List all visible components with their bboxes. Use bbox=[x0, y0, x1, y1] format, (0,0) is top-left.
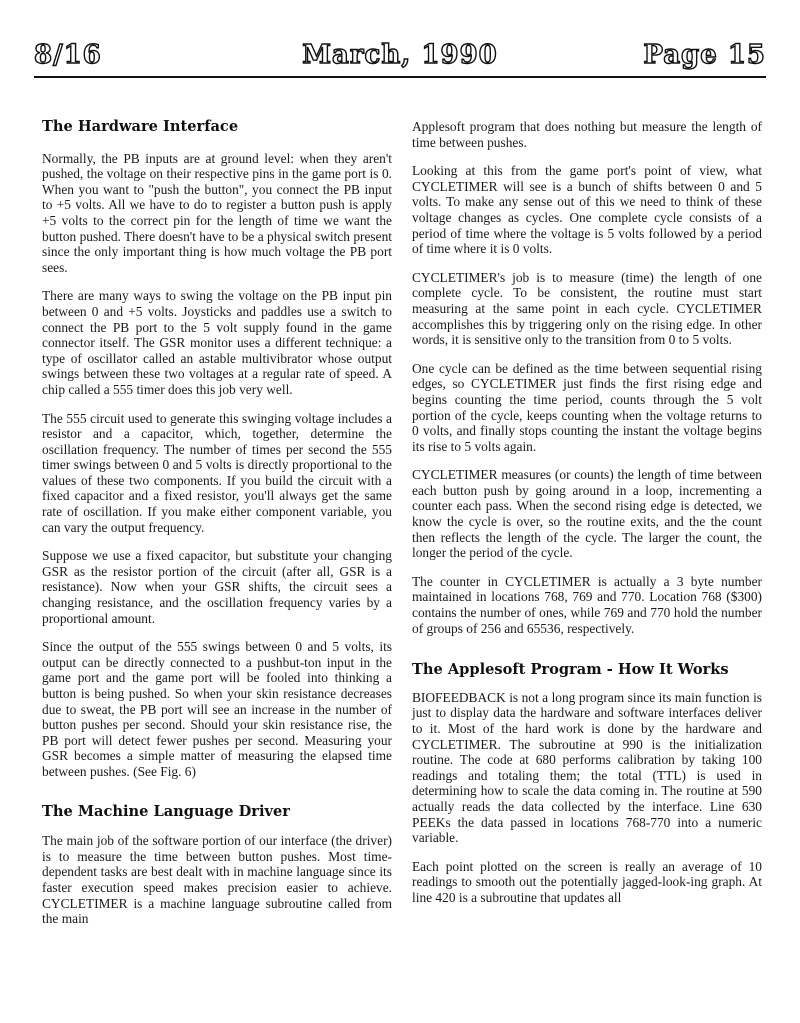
paragraph: The 555 circuit used to generate this swinging voltage includes a resistor and a capacitor, which, together, determine the oscillation frequency. The number of times per second the 555 timer swings between 0 and 5 volts is directly proportional to the values of these two components. If you build the circuit with a fixed capacitor and a fixed resistor, you'll always get the same rate of oscillation. If you make either component variable, you can vary the output frequency. bbox=[42, 410, 392, 535]
heading-machine-language-driver: The Machine Language Driver bbox=[42, 802, 290, 820]
paragraph: Since the output of the 555 swings between 0 and 5 volts, its output can be directly connected to a pushbut-ton input in the game port and the game port will be fooled into thinking a button is being pushed. So when your skin resistance decreases due to sweat, the PB port will see an increase in the number of button pushes per second. Should your skin resistance rise, the PB port will detect fewer pushes per second. Measuring your GSR becomes a simple matter of measuring the elapsed time between pushes. (See Fig. 6) bbox=[42, 639, 392, 779]
issue-number: 8/16 bbox=[34, 40, 102, 70]
paragraph: CYCLETIMER's job is to measure (time) the length of one complete cycle. To be consistent, the routine must start measuring at the same point in each cycle. CYCLETIMER accomplishes this by triggering only on the rising edge. In other words, it is sensitive only to the transition from 0 to 5 volts. bbox=[412, 269, 762, 348]
header-rule bbox=[34, 76, 766, 78]
heading-hardware-interface: The Hardware Interface bbox=[42, 118, 239, 135]
paragraph: Applesoft program that does nothing but measure the length of time between pushes. bbox=[412, 119, 762, 150]
paragraph: CYCLETIMER measures (or counts) the length of time between each button push by going around in a loop, incrementing a counter each pass. When the second rising edge is detected, we know the cycle is over, so the routine exits, and the the count then reflects the length of the cycle. The larger the count, the longer the period of the cycle. bbox=[412, 467, 762, 561]
paragraph: Each point plotted on the screen is really an average of 10 readings to smooth out the potentially jagged-look-ing graph. At line 420 is a subroutine that updates all bbox=[412, 858, 762, 905]
paragraph: The main job of the software portion of our interface (the driver) is to measure the time between button pushes. Most time-dependent tasks are best dealt with in machine language since its faster execution speed makes precision easier to achieve. CYCLETIMER is a machine language subroutine called from the main bbox=[42, 833, 392, 927]
paragraph: There are many ways to swing the voltage on the PB input pin between 0 and +5 volts. Joysticks and paddles use a switch to connect the PB port to the 5 volt supply found in the game connector itself. The GSR monitor uses a different technique: a type of oscillator called an astable multivibrator whose output swings between these two voltages at a regular rate of speed. A chip called a 555 timer does this job very well. bbox=[42, 288, 392, 397]
paragraph: The counter in CYCLETIMER is actually a 3 byte number maintained in locations 768, 769 and 770. Location 768 ($300) contains the number of ones, while 769 and 770 hold the number of groups of 256 and 65536, respectively. bbox=[412, 573, 762, 636]
paragraph: One cycle can be defined as the time between sequential rising edges, so CYCLETIMER just finds the first rising edge and begins counting the time period, counts through the 5 volt portion of the cycle, keeps counting when the voltage returns to 0 volts, and finally stops counting the instant the voltage begins its rise to 5 volts again. bbox=[412, 360, 762, 454]
page-number: Page 15 bbox=[643, 40, 766, 70]
paragraph: BIOFEEDBACK is not a long program since its main function is just to display data the hardware and software interfaces deliver to it. Most of the hard work is done by the hardware and CYCLETIMER. The subroutine at 990 is the initialization routine. The code at 680 performs calibration by taking 100 readings and totaling them; the total (TTL) is used in determining how to scale the data coming in. The routine at 590 actually reads the data collected by the interface. Line 630 PEEKs the data passed in locations 768-770 into a numeric variable. bbox=[412, 689, 762, 846]
paragraph: Suppose we use a fixed capacitor, but substitute your changing GSR as the resistor portion of the circuit (after all, GSR is a resistance). Now when your GSR shifts, the circuit sees a changing resistance, and the oscillation frequency varies by a proportional amount. bbox=[42, 548, 392, 626]
paragraph: Looking at this from the game port's point of view, what CYCLETIMER will see is a bunch of shifts between 0 and 5 volts. To make any sense out of this we need to think of these voltage changes as cycles. One complete cycle consists of a period of time where the voltage is 5 volts followed by a period of time where it is 0 volts. bbox=[412, 163, 762, 257]
paragraph: Normally, the PB inputs are at ground level: when they aren't pushed, the voltage on their respective pins in the game port is 0. When you want to "push the button", you connect the PB input to +5 volts. All we have to do to register a button push is apply +5 volts to the correct pin for the length of time we want the button pushed. There doesn't have to be a physical switch present since the only important thing is how much voltage the PB port sees. bbox=[42, 150, 392, 275]
page-header bbox=[34, 40, 766, 80]
right-column bbox=[412, 119, 762, 919]
heading-applesoft-program: The Applesoft Program - How It Works bbox=[412, 661, 729, 679]
left-column bbox=[42, 116, 392, 940]
issue-date: March, 1990 bbox=[302, 40, 498, 70]
